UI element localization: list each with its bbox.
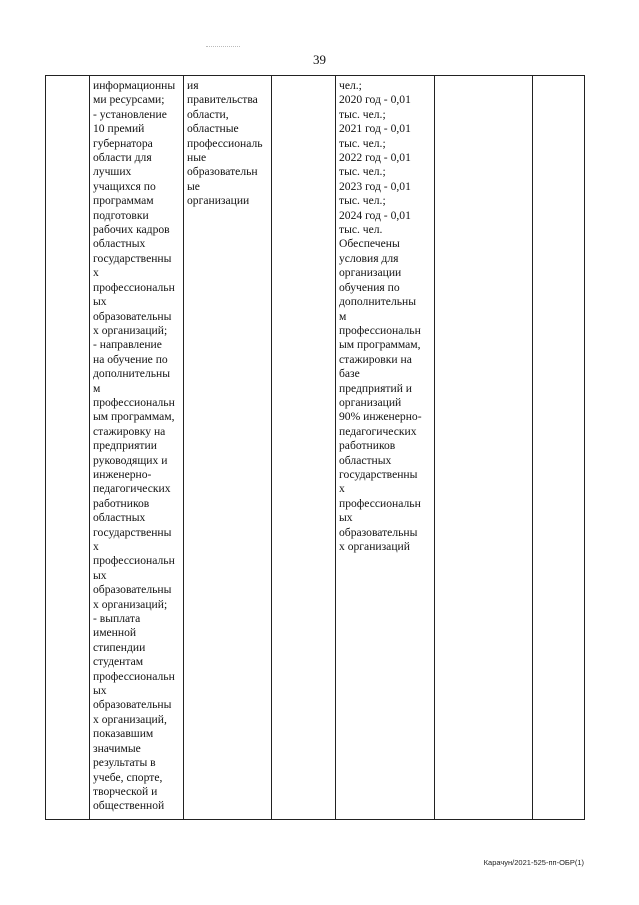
cell-empty-1 [435, 76, 533, 820]
scan-artifact [206, 46, 240, 48]
cell-number [46, 76, 90, 820]
cell-empty-2 [533, 76, 585, 820]
table-row [46, 76, 585, 820]
cell-period [272, 76, 336, 820]
program-table [45, 75, 585, 820]
document-code: Карачун/2021-525-пп-ОБР(1) [483, 858, 584, 867]
cell-activities: информационны ми ресурсами; - установление 10 премий губернатора области для лучших учащихся по программам подготовки рабочих кадров областных государственны х профессиональн ых образовательны х организаций; - направление на обучение по дополнительны м профессиональн ым программам, стажировку на предприятии руководящих и инженерно- педагогических работников областных государственны х профессиональн ых образовательны х организаций; - выплата именной стипендии студентам профессиональн ых образовательны х организаций, показавшим значимые результаты в учебе, спорте, творческой и общественной [90, 76, 184, 820]
cell-results: чел.; 2020 год - 0,01 тыс. чел.; 2021 год - 0,01 тыс. чел.; 2022 год - 0,01 тыс. чел.; 2023 год - 0,01 тыс. чел.; 2024 год - 0,01 тыс. чел. Обеспечены условия для организации обучения по дополнительны м профессиональн ым программам, стажировки на базе предприятий и организаций 90% инженерно- педагогических работников областных государственны х профессиональн ых образовательны х организаций [336, 76, 435, 820]
page-number: 39 [313, 52, 326, 67]
cell-executors: ия правительства области, областные профессиональ ные образовательн ые организации [184, 76, 272, 820]
